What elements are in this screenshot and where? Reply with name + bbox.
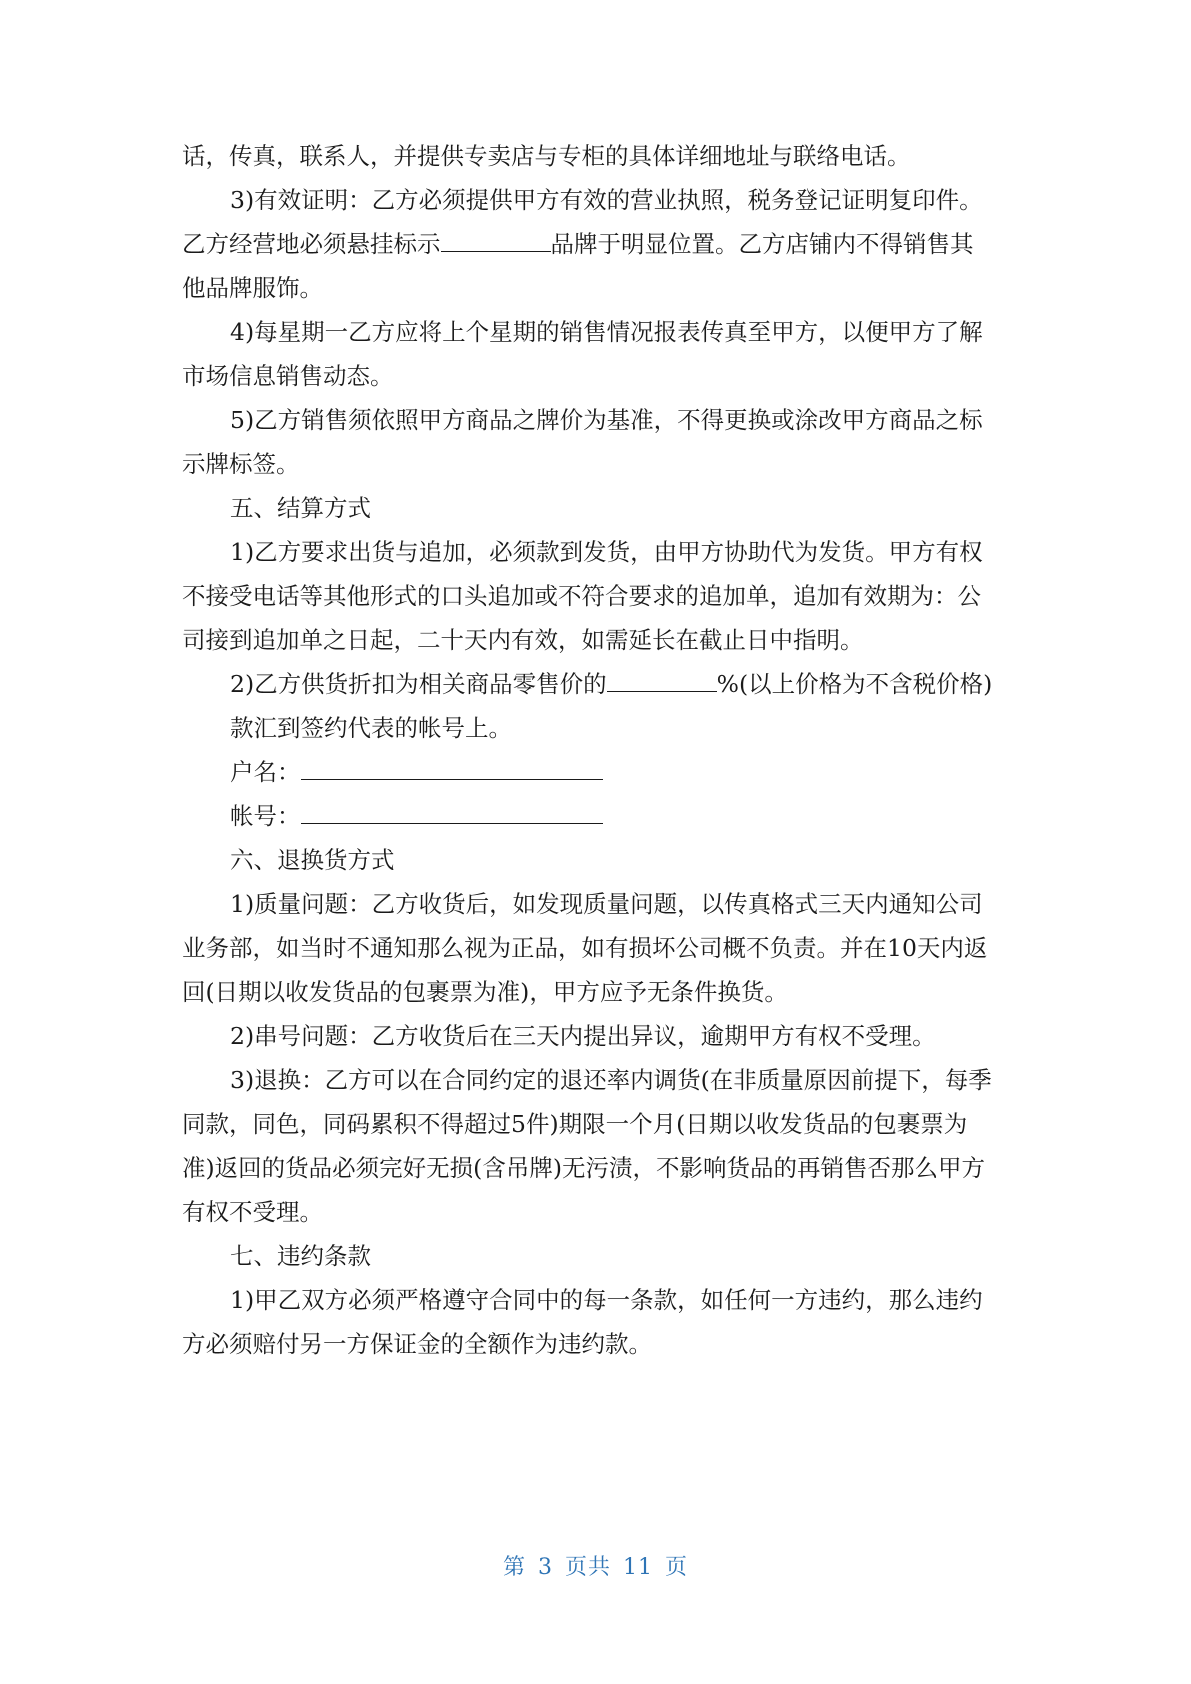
paragraph-line — [230, 668, 1012, 700]
account-number-blank — [301, 801, 603, 824]
footer-prefix: 第 — [502, 1555, 526, 1580]
paragraph-line — [182, 1108, 1012, 1140]
account-name-blank — [301, 757, 603, 780]
brand-blank — [441, 229, 551, 252]
line-text: 同款，同色，同码累积不得超过5件)期限一个月(日期以收发货品的包裹票为 — [182, 1110, 968, 1138]
line-text: 回(日期以收发货品的包裹票为准)，甲方应予无条件换货。 — [182, 978, 788, 1006]
line-text: 司接到追加单之日起，二十天内有效，如需延长在截止日中指明。 — [182, 626, 864, 654]
line-text: 准)返回的货品必须完好无损(含吊牌)无污渍，不影响货品的再销售否那么甲方 — [182, 1154, 986, 1182]
section-heading — [230, 844, 1012, 876]
line-text: 3)有效证明：乙方必须提供甲方有效的营业执照，税务登记证明复印件。 — [230, 186, 983, 214]
line-text: 他品牌服饰。 — [182, 274, 323, 302]
line-text: 方必须赔付另一方保证金的全额作为违约款。 — [182, 1330, 652, 1358]
paragraph-line — [182, 140, 1012, 172]
line-text: 品牌于明显位置。乙方店铺内不得销售其 — [550, 230, 974, 258]
line-text: 业务部，如当时不通知那么视为正品，如有损坏公司概不负责。并在10天内返 — [182, 934, 988, 962]
paragraph-line — [230, 1020, 1012, 1052]
line-text: 1)质量问题：乙方收货后，如发现质量问题，以传真格式三天内通知公司 — [230, 890, 983, 918]
paragraph-line — [182, 976, 1012, 1008]
line-text: 2)乙方供货折扣为相关商品零售价的 — [230, 670, 607, 698]
line-text: 3)退换：乙方可以在合同约定的退还率内调货(在非质量原因前提下，每季 — [230, 1066, 992, 1094]
line-text: 户名： — [230, 758, 301, 786]
paragraph-line — [182, 1196, 1012, 1228]
line-text: 帐号： — [230, 802, 301, 830]
paragraph-line — [230, 404, 1012, 436]
total-page-count: 11 — [623, 1555, 653, 1580]
line-text: 话，传真，联系人，并提供专卖店与专柜的具体详细地址与联络电话。 — [182, 142, 911, 170]
paragraph-line — [230, 888, 1012, 920]
line-text: 五、结算方式 — [230, 494, 371, 522]
line-text: 不接受电话等其他形式的口头追加或不符合要求的追加单，追加有效期为：公 — [182, 582, 981, 610]
paragraph-line — [182, 932, 1012, 964]
line-text: 5)乙方销售须依照甲方商品之牌价为基准，不得更换或涂改甲方商品之标 — [230, 406, 983, 434]
line-text: 2)串号问题：乙方收货后在三天内提出异议，逾期甲方有权不受理。 — [230, 1022, 936, 1050]
paragraph-line — [182, 1328, 1012, 1360]
line-text: 示牌标签。 — [182, 450, 300, 478]
paragraph-line — [182, 228, 1012, 260]
line-text: 1)甲乙双方必须严格遵守合同中的每一条款，如任何一方违约，那么违约 — [230, 1286, 983, 1314]
paragraph-line — [230, 1284, 1012, 1316]
paragraph-line — [230, 1064, 1012, 1096]
footer-suffix: 页 — [665, 1555, 689, 1580]
line-text: 款汇到签约代表的帐号上。 — [230, 714, 512, 742]
line-text: 市场信息销售动态。 — [182, 362, 394, 390]
paragraph-line — [182, 624, 1012, 656]
paragraph-line — [230, 712, 1012, 744]
paragraph-line — [182, 448, 1012, 480]
line-text: 六、退换货方式 — [230, 846, 395, 874]
paragraph-line — [230, 184, 1012, 216]
line-text: %(以上价格为不含税价格) — [716, 670, 993, 698]
footer-middle: 页共 — [564, 1555, 611, 1580]
paragraph-line — [182, 360, 1012, 392]
line-text: 乙方经营地必须悬挂标示 — [182, 230, 441, 258]
account-name-line — [230, 756, 1012, 788]
line-text: 4)每星期一乙方应将上个星期的销售情况报表传真至甲方，以便甲方了解 — [230, 318, 983, 346]
section-heading — [230, 1240, 1012, 1272]
page-footer — [0, 1550, 1191, 1581]
paragraph-line — [230, 536, 1012, 568]
paragraph-line — [182, 1152, 1012, 1184]
current-page-number: 3 — [537, 1555, 553, 1580]
paragraph-line — [182, 580, 1012, 612]
line-text: 七、违约条款 — [230, 1242, 371, 1270]
discount-blank — [607, 669, 717, 692]
paragraph-line — [230, 316, 1012, 348]
line-text: 1)乙方要求出货与追加，必须款到发货，由甲方协助代为发货。甲方有权 — [230, 538, 983, 566]
section-heading — [230, 492, 1012, 524]
line-text: 有权不受理。 — [182, 1198, 323, 1226]
account-number-line — [230, 800, 1012, 832]
paragraph-line — [182, 272, 1012, 304]
